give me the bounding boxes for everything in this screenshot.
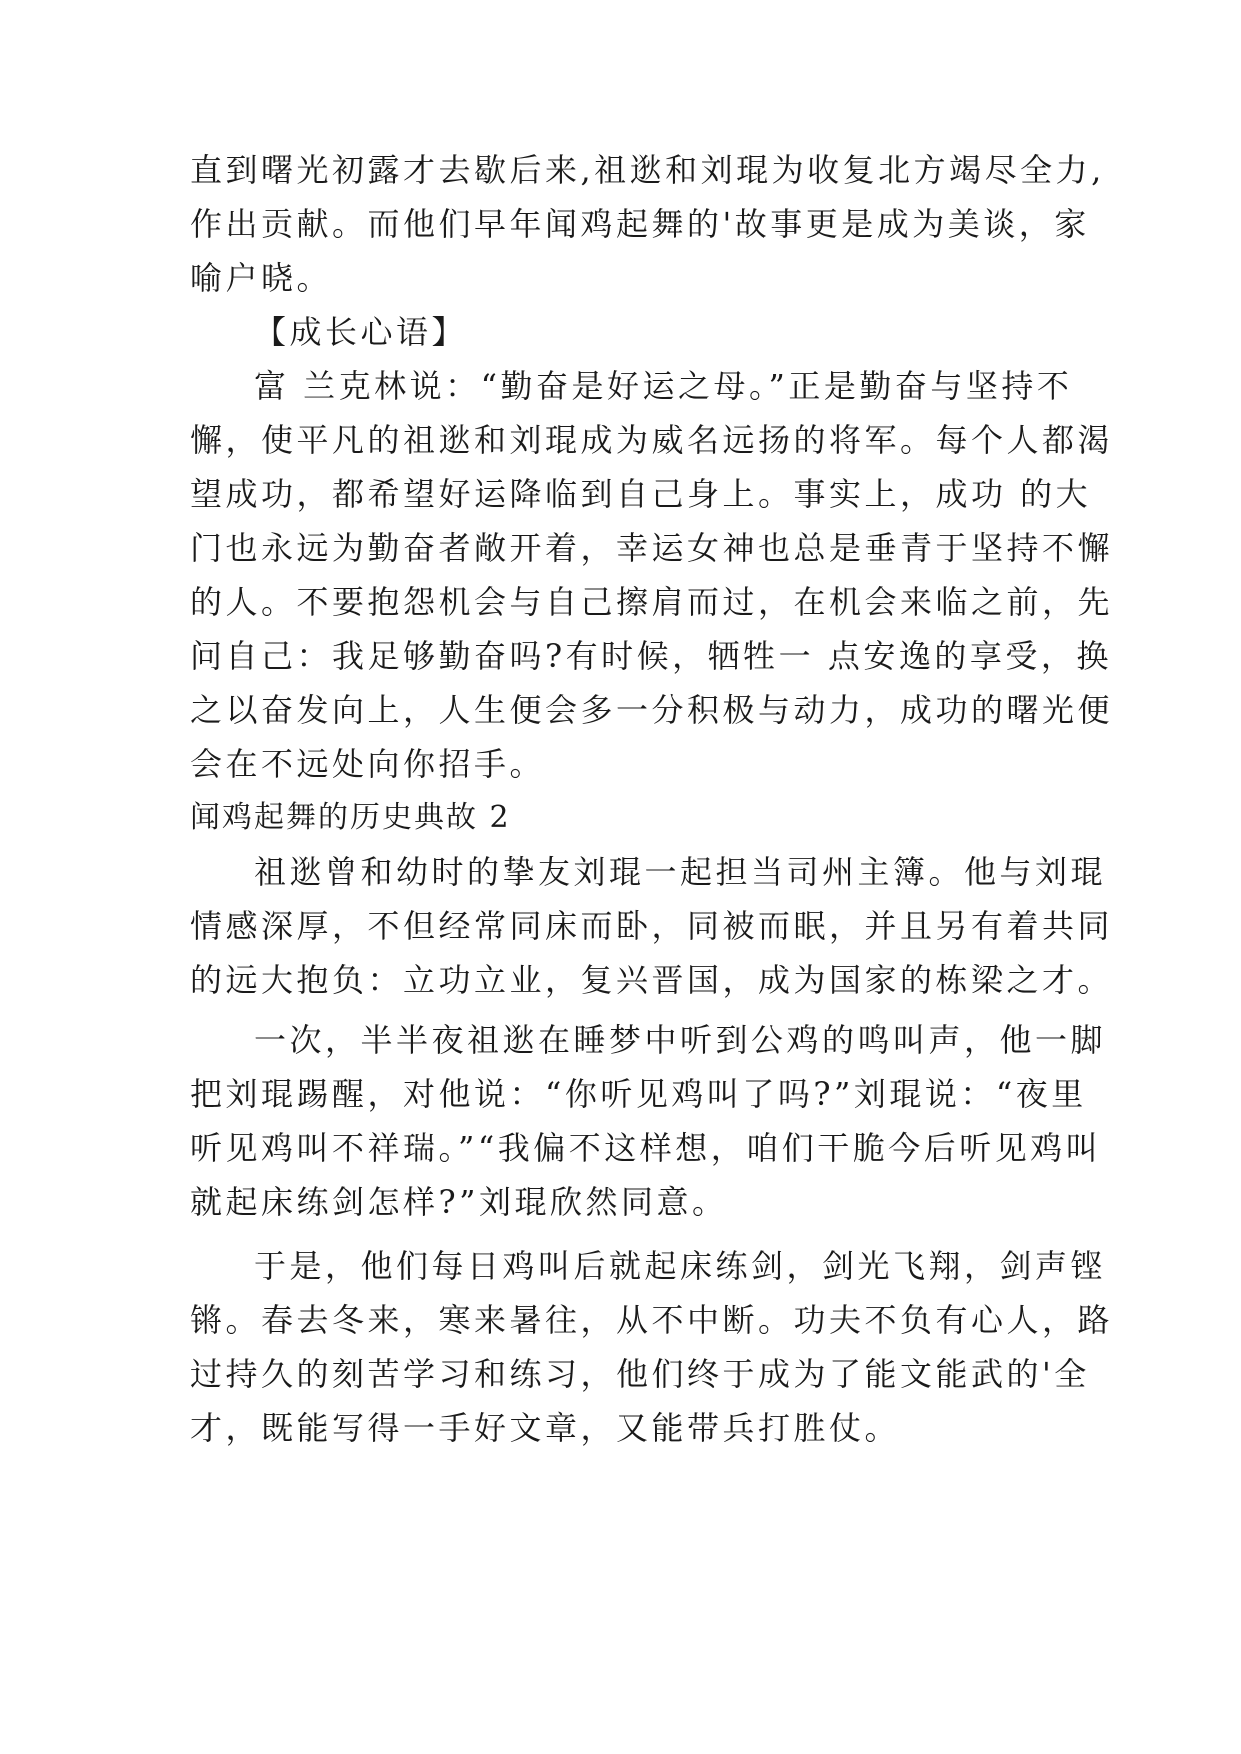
text-line: 把刘琨踢醒，对他说：“你听见鸡叫了吗?”刘琨说：“夜里: [190, 1075, 1087, 1113]
text-line: 喻户晓。: [190, 259, 333, 297]
text-line: 作出贡献。而他们早年闻鸡起舞的'故事更是成为美谈，家: [190, 205, 1090, 243]
text-line: 就起床练剑怎样?”刘琨欣然同意。: [190, 1183, 728, 1221]
text-line: 门也永远为勤奋者敞开着，幸运女神也总是垂青于坚持不懈: [190, 529, 1114, 567]
text-line: 过持久的刻苦学习和练习，他们终于成为了能文能武的'全: [190, 1355, 1090, 1393]
text-line: 的人。不要抱怨机会与自己擦肩而过，在机会来临之前，先: [190, 583, 1114, 621]
text-line: 问自己：我足够勤奋吗?有时候，牺牲一 点安逸的享受，换: [190, 637, 1112, 675]
story-title: 闻鸡起舞的历史典故 2: [190, 800, 511, 835]
text-line: 祖逖曾和幼时的挚友刘琨一起担当司州主簿。他与刘琨: [254, 853, 1107, 891]
text-line: 直到曙光初露才去歇后来,祖逖和刘琨为收复北方竭尽全力,: [190, 151, 1105, 189]
text-line: 的远大抱负：立功立业，复兴晋国，成为国家的栋梁之才。: [190, 961, 1114, 999]
text-line: 锵。春去冬来，寒来暑往，从不中断。功夫不负有心人，路: [190, 1301, 1114, 1339]
text-line: 会在不远处向你招手。: [190, 745, 546, 783]
text-line: 情感深厚，不但经常同床而卧，同被而眠，并且另有着共同: [190, 907, 1114, 945]
text-line: 听见鸡叫不祥瑞。”“我偏不这样想，咱们干脆今后听见鸡叫: [190, 1129, 1102, 1167]
section-heading: 【成长心语】: [254, 313, 468, 351]
text-line: 懈，使平凡的祖逖和刘琨成为威名远扬的将军。每个人都渴: [190, 421, 1114, 459]
text-line: 一次，半半夜祖逖在睡梦中听到公鸡的鸣叫声，他一脚: [254, 1021, 1107, 1059]
text-line: 才，既能写得一手好文章，又能带兵打胜仗。: [190, 1409, 901, 1447]
text-line: 于是，他们每日鸡叫后就起床练剑，剑光飞翔，剑声铿: [254, 1247, 1107, 1285]
text-line: 富 兰克林说：“勤奋是好运之母。”正是勤奋与坚持不: [254, 367, 1073, 405]
text-line: 之以奋发向上，人生便会多一分积极与动力，成功的曙光便: [190, 691, 1114, 729]
text-line: 望成功，都希望好运降临到自己身上。事实上，成功 的大: [190, 475, 1092, 513]
